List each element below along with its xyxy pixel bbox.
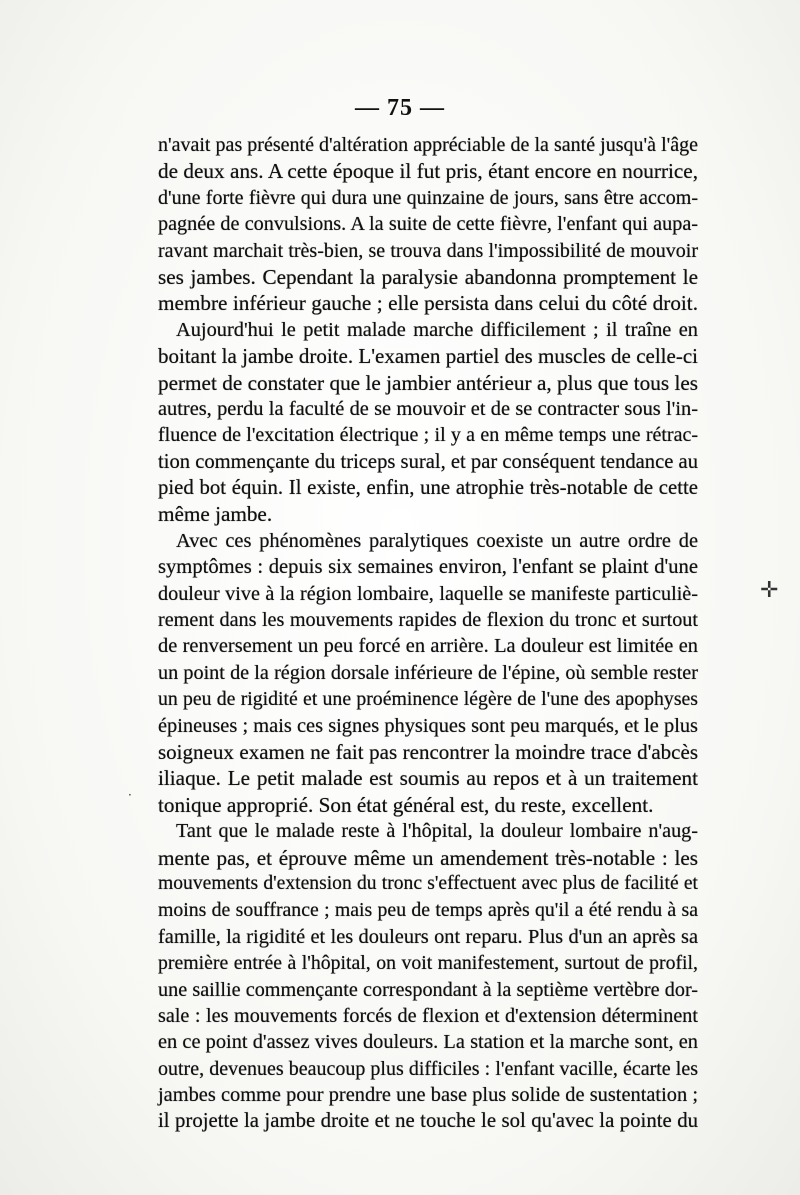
text-line: il projette la jambe droite et ne touche le sol qu'avec la pointe du <box>158 1109 698 1133</box>
text-line: d'une forte fièvre qui dura une quinzaine de jours, sans être accom- <box>158 186 698 209</box>
text-line: de deux ans. A cette époque il fut pris, étant encore en nourrice, <box>158 159 698 184</box>
paragraph-3 <box>158 528 698 818</box>
text-line: de renversement un peu forcé en arrière. La douleur est limitée en <box>158 635 698 658</box>
text-line: Aujourd'hui le petit malade marche difficilement ; il traîne en <box>176 318 698 341</box>
body-text <box>158 132 698 1135</box>
text-line: un peu de rigidité et une proéminence légère de l'une des apophyses <box>158 688 698 711</box>
text-line: jambes comme pour prendre une base plus solide de sustentation ; <box>158 1084 698 1107</box>
text-line: pied bot équin. Il existe, enfin, une atrophie très-notable de cette <box>158 476 698 500</box>
text-line: soigneux examen ne fait pas rencontrer la moindre trace d'abcès <box>158 739 698 764</box>
text-line: boitant la jambe droite. L'examen partiel des muscles de celle-ci <box>158 344 698 369</box>
text-line: n'avait pas présenté d'altération appréciable de la santé jusqu'à l'âge <box>158 134 698 156</box>
print-mark-cross: ✛ <box>760 578 779 603</box>
text-line: moins de souffrance ; mais peu de temps après qu'il a été rendu à sa <box>158 899 698 922</box>
text-line: douleur vive à la région lombaire, laquelle se manifeste particuliè- <box>158 582 698 605</box>
page-number: — 75 — <box>355 95 445 121</box>
text-line: Tant que le malade reste à l'hôpital, la douleur lombaire n'aug- <box>176 820 698 843</box>
text-line: famille, la rigidité et les douleurs ont reparu. Plus d'un an après sa <box>158 925 698 948</box>
text-line: fluence de l'excitation électrique ; il y a en même temps une rétrac- <box>158 424 698 447</box>
text-line: mente pas, et éprouve même un amendement très-notable : les <box>158 845 698 870</box>
text-line: ses jambes. Cependant la paralysie abandonna promptement le <box>158 264 698 289</box>
text-line: première entrée à l'hôpital, on voit manifestement, surtout de profil, <box>158 952 698 975</box>
print-mark-dot: · <box>128 788 132 802</box>
text-line: permet de constater que le jambier antérieur a, plus que tous les <box>158 370 698 395</box>
paragraph-4 <box>158 818 698 1135</box>
paragraph-2 <box>158 317 698 528</box>
text-line: en ce point d'assez vives douleurs. La station et la marche sont, en <box>158 1031 698 1054</box>
text-line: autres, perdu la faculté de se mouvoir et de se contracter sous l'in- <box>158 397 698 420</box>
text-line: rement dans les mouvements rapides de flexion du tronc et surtout <box>158 609 698 632</box>
text-line: ravant marchait très-bien, se trouva dans l'impossibilité de mouvoir <box>158 239 698 262</box>
text-line: outre, devenues beaucoup plus difficiles : l'enfant vacille, écarte les <box>158 1057 698 1080</box>
text-line: tonique approprié. Son état général est, du reste, excellent. <box>158 792 654 817</box>
text-line: tion commençante du triceps sural, et par conséquent tendance au <box>158 450 698 473</box>
paragraph-1 <box>158 132 698 317</box>
text-line: iliaque. Le petit malade est soumis au repos et à un traitement <box>158 766 698 791</box>
text-line: mouvements d'extension du tronc s'effectuent avec plus de facilité et <box>158 872 698 894</box>
text-line: sale : les mouvements forcés de flexion et d'extension déterminent <box>158 1004 698 1027</box>
text-line: symptômes : depuis six semaines environ, l'enfant se plaint d'une <box>158 556 698 579</box>
text-line: épineuses ; mais ces signes physiques sont peu marqués, et le plus <box>158 714 698 737</box>
text-line: une saillie commençante correspondant à la septième vertèbre dor- <box>158 978 698 1001</box>
text-line: même jambe. <box>158 502 273 527</box>
text-line: Avec ces phénomènes paralytiques coexiste un autre ordre de <box>176 529 698 552</box>
text-line: un point de la région dorsale inférieure de l'épine, où semble rester <box>158 661 698 684</box>
text-line: pagnée de convulsions. A la suite de cette fièvre, l'enfant qui aupa- <box>158 213 698 236</box>
text-line: membre inférieur gauche ; elle persista dans celui du côté droit. <box>158 291 698 316</box>
